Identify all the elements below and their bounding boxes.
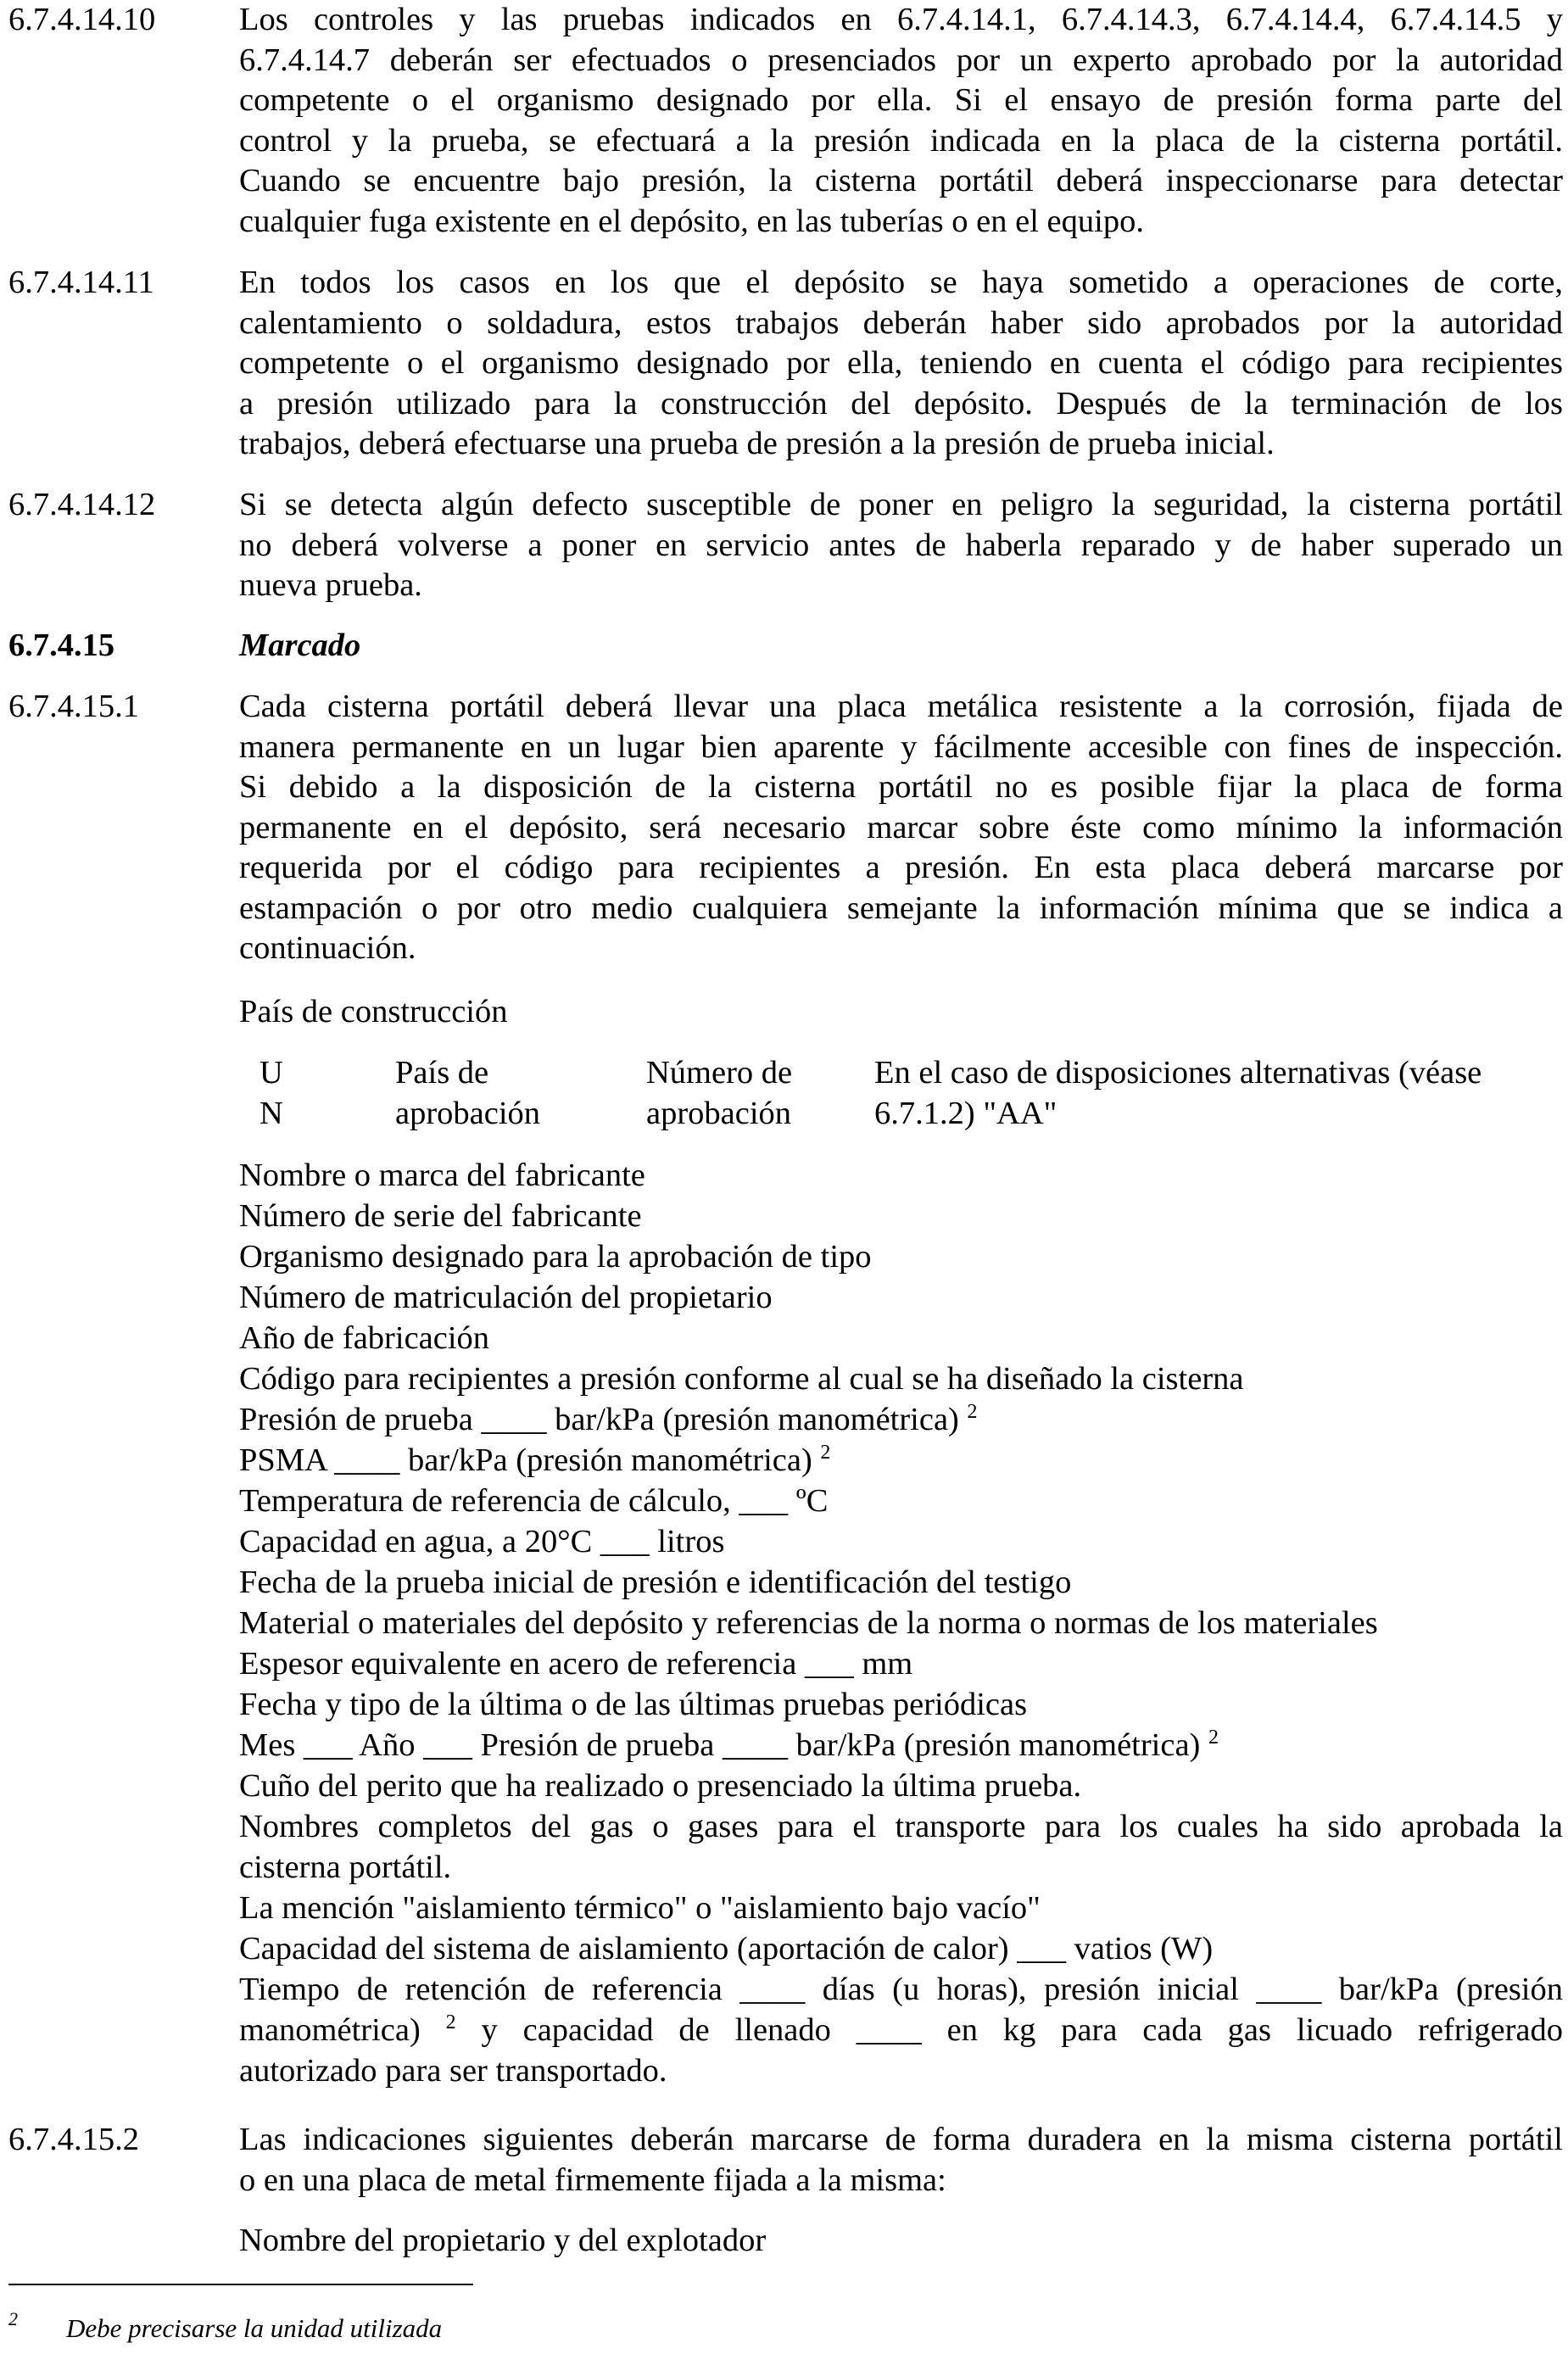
paragraph-number: 6.7.4.15.1 (8, 689, 139, 724)
table-col-un (259, 1053, 283, 1134)
paragraph-text (239, 2120, 1563, 2201)
country-label: País de construcción (239, 994, 508, 1029)
section-title: Marcado (239, 628, 361, 663)
list-item: Capacidad del sistema de aislamiento (aportación de calor) ___ vatios (W) (239, 1931, 1214, 1966)
text-line: trabajos, deberá efectuarse una prueba de presión a la presión de prueba inicial. (239, 426, 1275, 461)
table-cell: En el caso de disposiciones alternativas (véase (874, 1055, 1482, 1091)
list-item: Tiempo de retención de referencia ____ días (u horas), presión inicial ____ bar/kPa (presión (239, 1972, 1563, 2007)
text-line: Las indicaciones siguientes deberán marcarse de forma duradera en la misma cisterna portátil (239, 2122, 1563, 2157)
list-item: Mes ___ Año ___ Presión de prueba ____ bar/kPa (presión manométrica) $^2$ (239, 1726, 1219, 1763)
text-line: o en una placa de metal firmemente fijada a la misma: (239, 2162, 946, 2198)
footnote-reference: 2 (445, 2011, 456, 2033)
paragraph-number: 6.7.4.14.12 (8, 487, 156, 522)
text-line: Los controles y las pruebas indicados en 6.7.4.14.1, 6.7.4.14.3, 6.7.4.14.4, 6.7.4.14.5 y (239, 2, 1563, 37)
table-cell: aprobación (395, 1095, 541, 1131)
footnote-text: Debe precisarse la unidad utilizada (66, 2313, 443, 2343)
paragraph-text (239, 485, 1563, 606)
section-number: 6.7.4.15 (8, 628, 115, 663)
text-line: a presión utilizado para la construcción del depósito. Después de la terminación de los (239, 385, 1563, 421)
list-item: Fecha y tipo de la última o de las últimas pruebas periódicas (239, 1687, 1028, 1722)
text-line: manera permanente en un lugar bien aparente y fácilmente accesible con fines de inspección. (239, 728, 1563, 765)
paragraph-number: 6.7.4.15.2 (8, 2122, 139, 2157)
list-item: Nombres completos del gas o gases para el transporte para los cuales ha sido aprobada la (239, 1809, 1563, 1844)
table-cell: País de (395, 1055, 489, 1091)
table-cell: 6.7.1.2) "AA" (874, 1095, 1057, 1131)
text-line: continuación. (239, 930, 416, 966)
text-line: Cuando se encuentre bajo presión, la cisterna portátil deberá inspeccionarse para detectar (239, 163, 1563, 198)
paragraph-text (239, 687, 1563, 969)
footnote-separator (8, 2284, 473, 2285)
paragraph-number: 6.7.4.14.10 (8, 2, 156, 37)
text-line: Si debido a la disposición de la cisterna portátil no es posible fijar la placa de forma (239, 769, 1563, 805)
marking-items (239, 1155, 1563, 2091)
list-item: La mención "aislamiento térmico" o "aislamiento bajo vacío" (239, 1890, 1041, 1926)
list-item: Número de matriculación del propietario (239, 1280, 773, 1315)
text-line: competente o el organismo designado por ella, teniendo en cuenta el código para recipientes (239, 345, 1563, 381)
text-line: requerida por el código para recipientes a presión. En esta placa deberá marcarse por (239, 850, 1563, 885)
text-line: permanente en el depósito, será necesario marcar sobre éste como mínimo la información (239, 809, 1563, 845)
table-cell: Número de (646, 1055, 793, 1091)
table-cell: U (259, 1055, 283, 1091)
list-item: Presión de prueba ____ bar/kPa (presión manométrica) $^2$ (239, 1401, 978, 1437)
paragraph-number: 6.7.4.14.11 (8, 265, 154, 300)
table-cell: N (259, 1095, 283, 1131)
text-line: no deberá volverse a poner en servicio antes de haberla reparado y de haber superado un (239, 527, 1563, 563)
list-item: PSMA ____ bar/kPa (presión manométrica) $^2$ (239, 1442, 831, 1478)
text-line: cualquier fuga existente en el depósito, en las tuberías o en el equipo. (239, 203, 1144, 239)
footnote-reference: 2 (820, 1442, 831, 1464)
footnote-reference: 2 (967, 1401, 978, 1423)
list-item: Capacidad en agua, a 20°C ___ litros (239, 1524, 725, 1559)
table-cell: aprobación (646, 1095, 792, 1131)
text-line: control y la prueba, se efectuará a la presión indicada en la placa de la cisterna portátil. (239, 122, 1563, 159)
list-item: Código para recipientes a presión conforme al cual se ha diseñado la cisterna (239, 1361, 1244, 1397)
text-line: calentamiento o soldadura, estos trabajos deberán haber sido aprobados por la autoridad (239, 304, 1563, 341)
list-item-continued: autorizado para ser transportado. (239, 2053, 667, 2089)
list-item: Temperatura de referencia de cálculo, ___ ºC (239, 1483, 829, 1519)
text-line: competente o el organismo designado por ella. Si el ensayo de presión forma parte del (239, 82, 1563, 118)
paragraph-text (239, 0, 1563, 242)
list-item: Espesor equivalente en acero de referencia ___ mm (239, 1646, 913, 1682)
table-col-alternative (874, 1053, 1482, 1134)
list-item-continued: cisterna portátil. (239, 1849, 452, 1885)
list-item: Nombre del propietario y del explotador (239, 2223, 767, 2258)
footnote: 2 Debe precisarse la unidad utilizada (8, 2308, 443, 2343)
list-item: Año de fabricación (239, 1320, 490, 1356)
text-line: estampación o por otro medio cualquiera semejante la información mínima que se indica a (239, 890, 1563, 926)
text-line: nueva prueba. (239, 567, 422, 603)
table-col-country (395, 1053, 540, 1134)
list-item-continued: manométrica) $^2$ y capacidad de llenado ____ en kg para cada gas licuado refrigerado (239, 2011, 1564, 2048)
table-col-approval-number (646, 1053, 792, 1134)
list-item: Material o materiales del depósito y referencias de la norma o normas de los materiales (239, 1605, 1378, 1641)
list-item: Fecha de la prueba inicial de presión e identificación del testigo (239, 1565, 1072, 1600)
list-item: Organismo designado para la aprobación de tipo (239, 1239, 872, 1275)
paragraph-text (239, 263, 1563, 465)
list-item: Número de serie del fabricante (239, 1198, 642, 1234)
text-line: Cada cisterna portátil deberá llevar una placa metálica resistente a la corrosión, fijada de (239, 689, 1563, 724)
list-item: Nombre o marca del fabricante (239, 1157, 645, 1193)
text-line: En todos los casos en los que el depósito se haya sometido a operaciones de corte, (239, 265, 1563, 300)
list-item: Cuño del perito que ha realizado o presenciado la última prueba. (239, 1768, 1082, 1804)
footnote-reference: 2 (1208, 1726, 1219, 1749)
text-line: 6.7.4.14.7 deberán ser efectuados o presenciados por un experto aprobado por la autoridad (239, 42, 1563, 78)
text-line: Si se detecta algún defecto susceptible de poner en peligro la seguridad, la cisterna portátil (239, 487, 1563, 522)
